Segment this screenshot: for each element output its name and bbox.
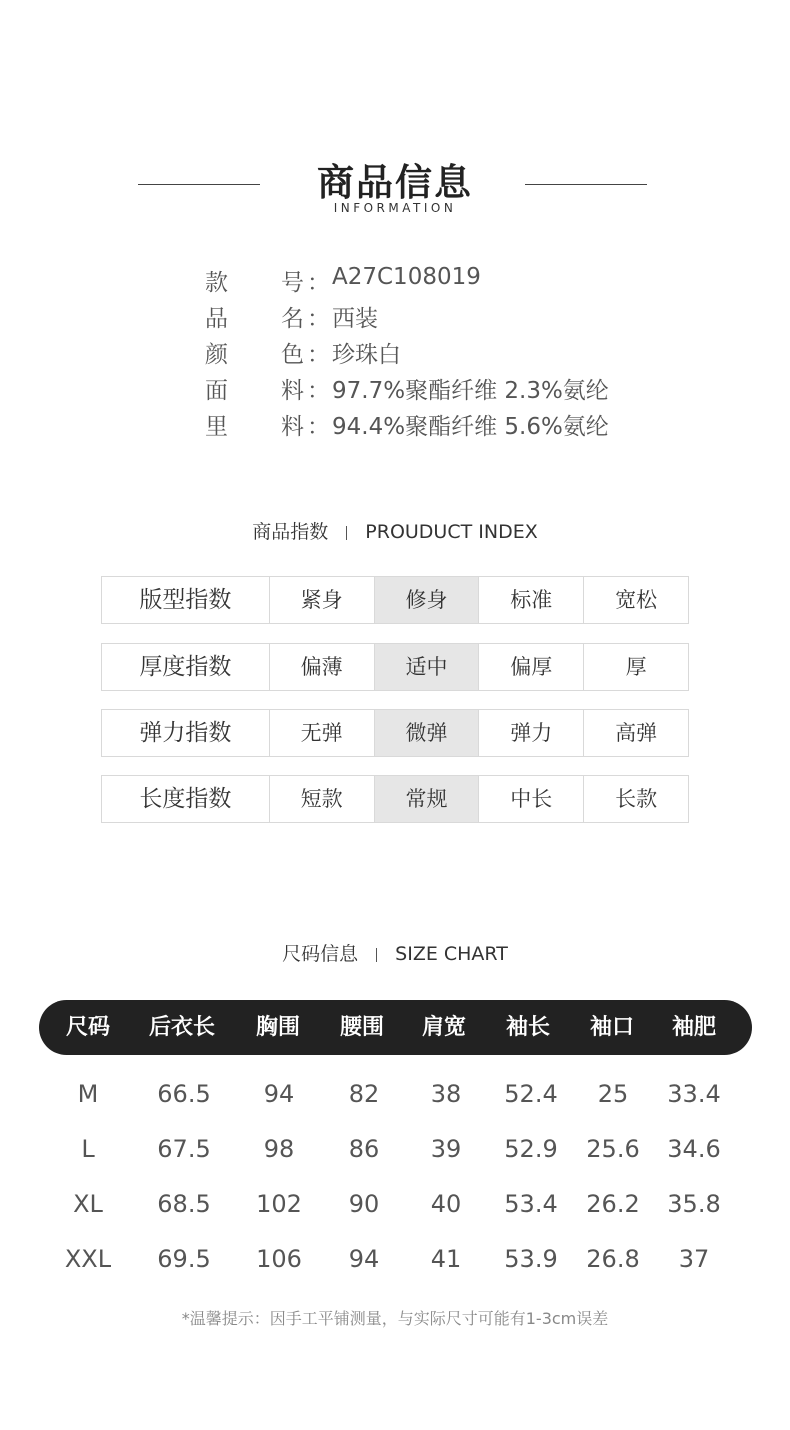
info-value: 97.7%聚酯纤维 2.3%氨纶 <box>332 378 609 404</box>
size-table-row <box>0 1074 790 1114</box>
size-cell: 106 <box>256 1245 302 1273</box>
size-cell: 68.5 <box>157 1190 211 1218</box>
info-colon: ： <box>307 342 330 368</box>
size-cell: 35.8 <box>667 1190 721 1218</box>
size-table-row <box>0 1129 790 1169</box>
info-value: 94.4%聚酯纤维 5.6%氨纶 <box>332 414 609 440</box>
index-label: 弹力指数 <box>139 720 232 746</box>
size-cell: 98 <box>263 1135 295 1163</box>
info-colon: ： <box>307 306 330 332</box>
size-cell: 39 <box>430 1135 462 1163</box>
size-cell: 67.5 <box>157 1135 211 1163</box>
index-row-elasticity <box>101 709 689 757</box>
page-subtitle: INFORMATION <box>333 201 457 215</box>
measurement-note: *温馨提示：因手工平铺测量，与实际尺寸可能有1-3cm误差 <box>181 1309 609 1328</box>
size-cell: 38 <box>430 1080 462 1108</box>
index-option-selected: 常规 <box>374 776 479 822</box>
size-cell: 90 <box>348 1190 380 1218</box>
index-option: 紧身 <box>269 577 374 623</box>
heading-divider <box>346 526 347 540</box>
info-key-char2: 色 <box>281 342 304 368</box>
size-cell: 69.5 <box>157 1245 211 1273</box>
size-col-header: 袖口 <box>589 1015 634 1040</box>
size-cell: 94 <box>263 1080 295 1108</box>
size-cell: 53.9 <box>504 1245 558 1273</box>
size-cell: 66.5 <box>157 1080 211 1108</box>
size-cell: 86 <box>348 1135 380 1163</box>
size-cell: 40 <box>430 1190 462 1218</box>
info-colon: ： <box>307 414 330 440</box>
index-option: 无弹 <box>269 710 374 756</box>
index-row-thickness <box>101 643 689 691</box>
info-key-char1: 颜 <box>205 342 228 368</box>
size-cell: 34.6 <box>667 1135 721 1163</box>
info-key-char2: 料 <box>281 378 304 404</box>
index-row-length <box>101 775 689 823</box>
info-value: A27C108019 <box>332 264 481 290</box>
index-section-heading <box>0 517 790 544</box>
index-option-selected: 修身 <box>374 577 479 623</box>
index-option-selected: 微弹 <box>374 710 479 756</box>
page-title: 商品信息 <box>317 161 473 204</box>
info-colon: ： <box>307 378 330 404</box>
index-option: 高弹 <box>583 710 688 756</box>
index-label: 长度指数 <box>139 786 232 812</box>
size-cell: M <box>77 1080 99 1108</box>
size-cell: XXL <box>64 1245 112 1273</box>
size-cell: 25 <box>597 1080 629 1108</box>
size-table-row <box>0 1239 790 1279</box>
size-section-heading <box>0 939 790 966</box>
size-cell: L <box>81 1135 95 1163</box>
info-key-char1: 品 <box>205 306 228 332</box>
info-key-char2: 料 <box>281 414 304 440</box>
heading-divider <box>376 948 377 962</box>
size-cell: 26.8 <box>586 1245 640 1273</box>
info-key-char1: 款 <box>205 270 228 296</box>
index-option: 宽松 <box>583 577 688 623</box>
size-col-header: 后衣长 <box>148 1015 215 1040</box>
size-table-row <box>0 1184 790 1224</box>
size-cell: 33.4 <box>667 1080 721 1108</box>
index-option: 偏厚 <box>478 644 583 690</box>
index-label: 厚度指数 <box>139 654 232 680</box>
size-cell: XL <box>73 1190 103 1218</box>
size-col-header: 腰围 <box>339 1015 384 1040</box>
index-option: 短款 <box>269 776 374 822</box>
size-col-header: 胸围 <box>255 1015 300 1040</box>
info-key-char1: 里 <box>205 414 228 440</box>
index-option-selected: 适中 <box>374 644 479 690</box>
size-section-en: SIZE CHART <box>395 943 508 965</box>
info-colon: ： <box>307 270 330 296</box>
size-col-header: 尺码 <box>65 1015 110 1040</box>
size-cell: 52.4 <box>504 1080 558 1108</box>
info-key-char2: 号 <box>281 270 304 296</box>
index-option: 偏薄 <box>269 644 374 690</box>
size-cell: 102 <box>256 1190 302 1218</box>
size-col-header: 袖肥 <box>671 1015 716 1040</box>
index-option: 厚 <box>583 644 688 690</box>
size-section-cn: 尺码信息 <box>282 943 359 965</box>
size-cell: 25.6 <box>586 1135 640 1163</box>
index-row-fit <box>101 576 689 624</box>
index-option: 弹力 <box>478 710 583 756</box>
info-key-char2: 名 <box>281 306 304 332</box>
size-cell: 82 <box>348 1080 380 1108</box>
info-value: 西装 <box>332 306 378 332</box>
index-option: 中长 <box>478 776 583 822</box>
index-option: 长款 <box>583 776 688 822</box>
size-cell: 41 <box>430 1245 462 1273</box>
info-value: 珍珠白 <box>332 342 401 368</box>
size-cell: 94 <box>348 1245 380 1273</box>
info-key-char1: 面 <box>205 378 228 404</box>
index-option: 标准 <box>478 577 583 623</box>
index-section-en: PROUDUCT INDEX <box>365 521 538 543</box>
size-cell: 53.4 <box>504 1190 558 1218</box>
index-section-cn: 商品指数 <box>252 521 329 543</box>
size-cell: 26.2 <box>586 1190 640 1218</box>
size-cell: 37 <box>678 1245 710 1273</box>
size-col-header: 袖长 <box>505 1015 550 1040</box>
size-cell: 52.9 <box>504 1135 558 1163</box>
index-label: 版型指数 <box>139 587 232 613</box>
size-col-header: 肩宽 <box>421 1015 466 1040</box>
